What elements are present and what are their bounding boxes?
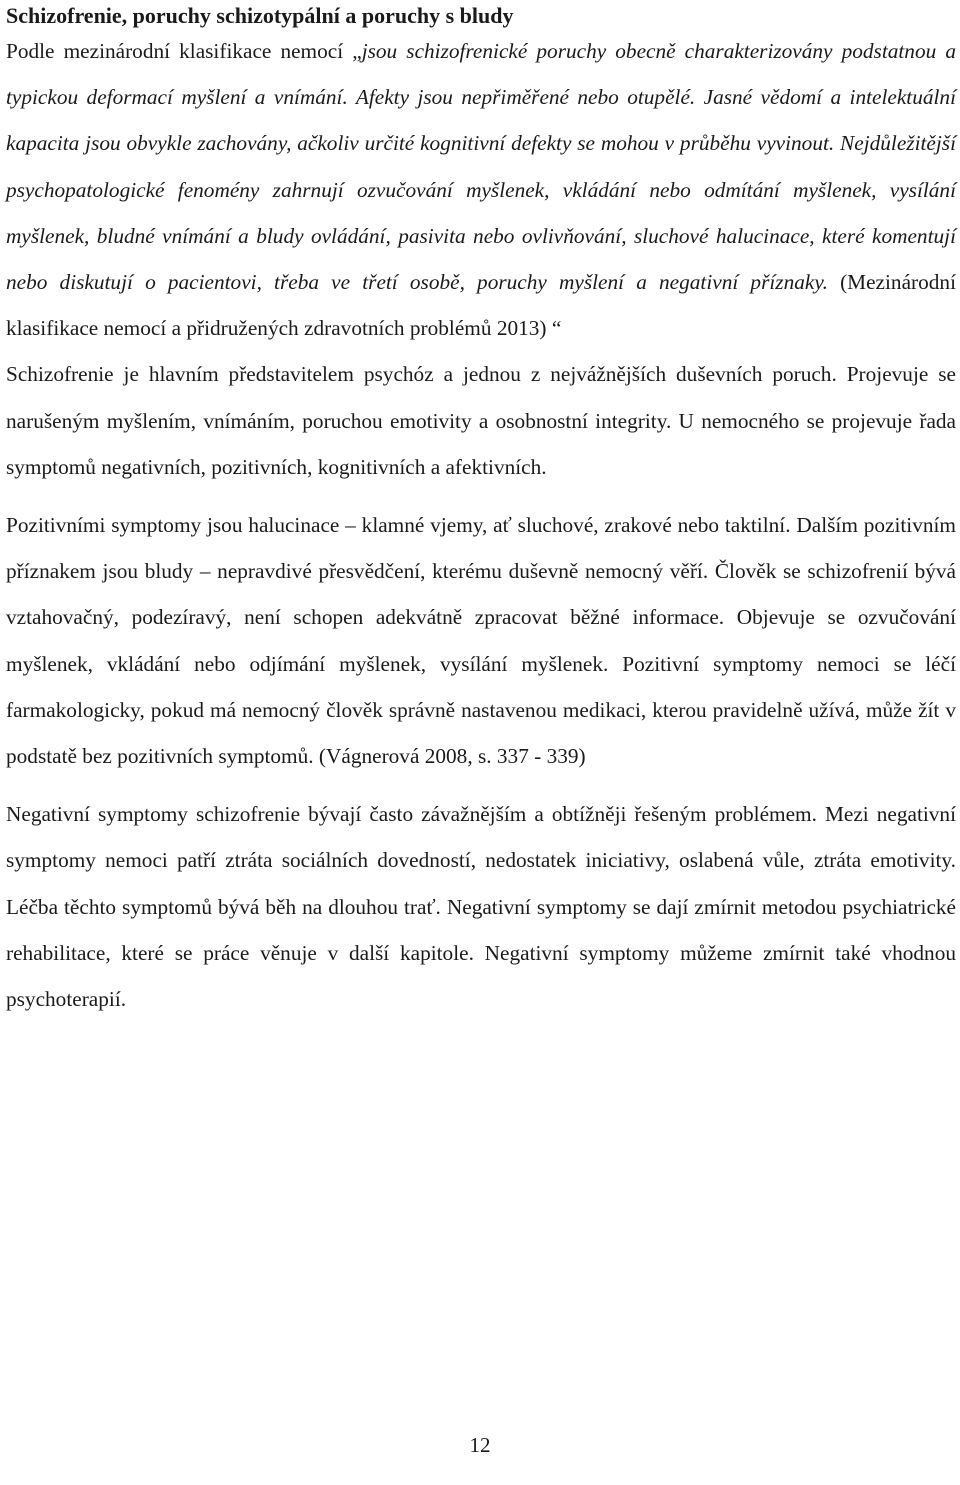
- paragraph-overview: Schizofrenie je hlavním představitelem psychóz a jednou z nejvážnějších duševních poruch. Projevuje se narušeným myšlením, vnímáním, poruchou emotivity a osobnostní integrity. U nemocného se projevuje řada symptomů negativních, pozitivních, kognitivních a afektivních.: [6, 362, 956, 479]
- paragraph-positive-symptoms: Pozitivními symptomy jsou halucinace – klamné vjemy, ať sluchové, zrakové nebo taktilní. Dalším pozitivním příznakem jsou bludy – nepravdivé přesvědčení, kterému duševně nemocný věří. Člověk se schizofrenií bývá vztahovačný, podezíravý, není schopen adekvátně zpracovat běžné informace. Objevuje se ozvučování myšlenek, vkládání nebo odjímání myšlenek, vysílání myšlenek. Pozitivní symptomy nemoci se léčí farmakologicky, pokud má nemocný člověk správně nastavenou medikaci, kterou pravidelně užívá, může žít v podstatě bez pozitivních symptomů. (Vágnerová 2008, s. 337 - 339): [6, 513, 956, 769]
- definition-quote: jsou schizofrenické poruchy obecně charakterizovány podstatnou a typickou deformací myšlení a vnímání. Afekty jsou nepřiměřené nebo otupělé. Jasné vědomí a intelektuální kapacita jsou obvykle zachovány, ačkoliv určité kognitivní defekty se mohou v průběhu vyvinout. Nejdůležitější psychopatologické fenomény zahrnují ozvučování myšlenek, vkládání nebo odmítání myšlenek, vysílání myšlenek, bludné vnímání a bludy ovládání, pasivita nebo ovlivňování, sluchové halucinace, které komentují nebo diskutují o pacientovi, třeba ve třetí osobě, poruchy myšlení a negativní příznaky.: [6, 39, 956, 295]
- section-heading: Schizofrenie, poruchy schizotypální a poruchy s bludy: [6, 3, 514, 28]
- definition-citation: (Mezinárodní klasifikace nemocí a přidružených zdravotních problémů 2013): [6, 270, 956, 341]
- page-number: 12: [469, 1433, 491, 1457]
- paragraph-definition: [6, 28, 956, 351]
- definition-lead: Podle mezinárodní klasifikace nemocí „: [6, 39, 362, 63]
- definition-closing-mark: “: [546, 316, 562, 341]
- paragraph-negative-symptoms: Negativní symptomy schizofrenie bývají často závažnějším a obtížněji řešeným problémem. Mezi negativní symptomy nemoci patří ztráta sociálních dovedností, nedostatek iniciativy, oslabená vůle, ztráta emotivity. Léčba těchto symptomů bývá běh na dlouhou trať. Negativní symptomy se dají zmírnit metodou psychiatrické rehabilitace, které se práce věnuje v další kapitole. Negativní symptomy můžeme zmírnit také vhodnou psychoterapií.: [6, 802, 956, 1012]
- document-page: [6, 0, 956, 1022]
